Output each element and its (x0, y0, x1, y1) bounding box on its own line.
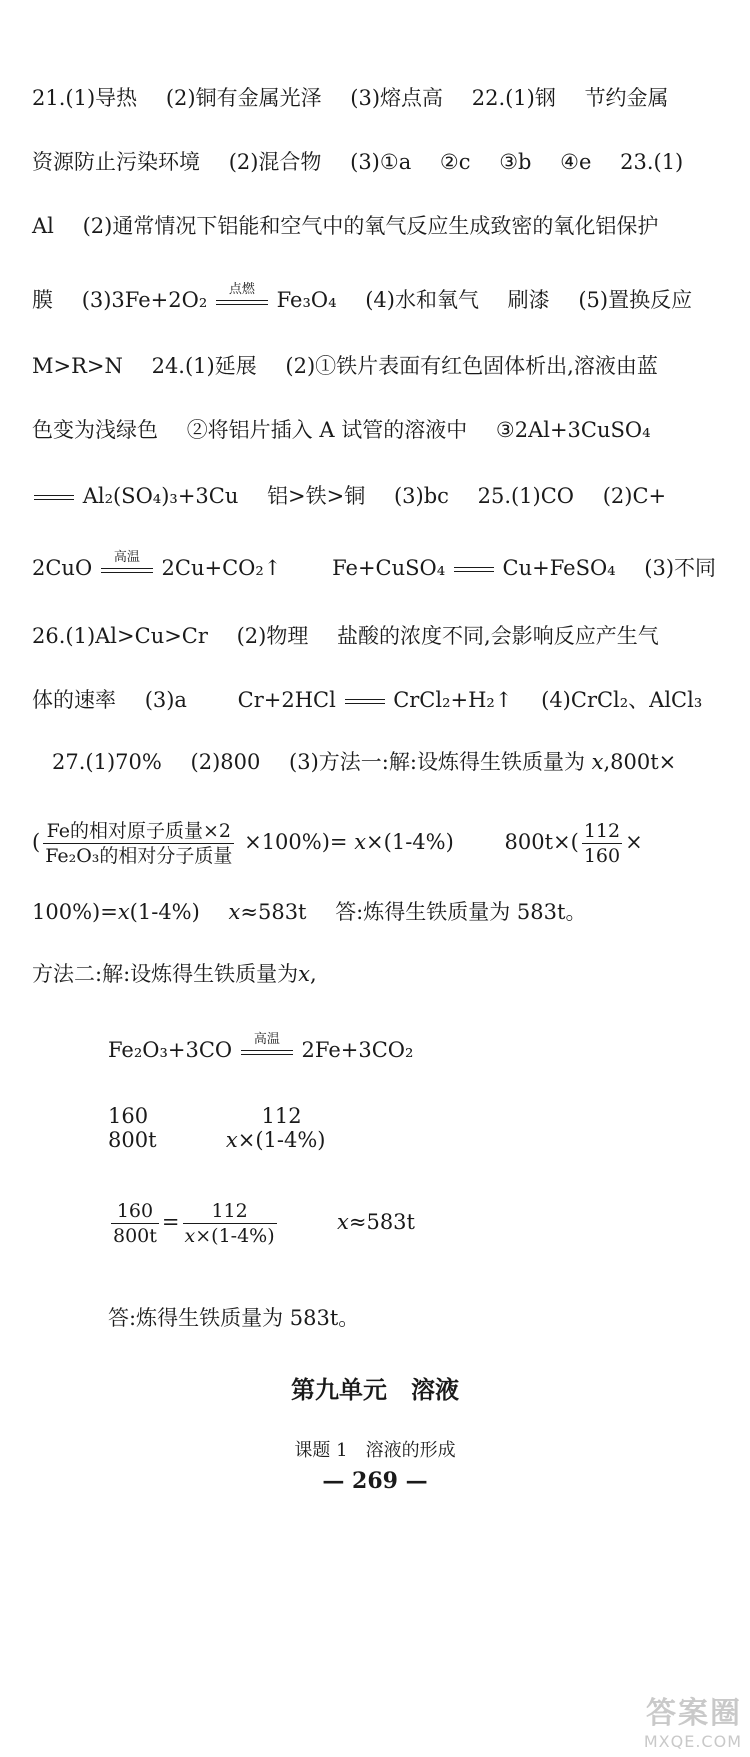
text: 25.(1)CO (477, 484, 575, 508)
text: 刷漆 (507, 288, 550, 312)
variable-x: x (228, 900, 241, 924)
text: (3)不同 (644, 556, 717, 580)
text: (2)通常情况下铝能和空气中的氧气反应生成致密的氧化铝保护 (82, 214, 659, 238)
reaction-condition-sign (241, 1031, 293, 1058)
text: Fe₃O₄ (276, 288, 337, 312)
answer-line-10 (32, 686, 730, 714)
text: 膜 (32, 288, 53, 312)
text: 800t (108, 1128, 157, 1152)
variable-x: x (354, 830, 367, 854)
text: Cr+2HCl (237, 688, 336, 712)
answer-line-11 (52, 748, 730, 776)
text: 21.(1)导热 (32, 86, 138, 110)
text: Fe+CuSO₄ (332, 556, 446, 580)
denominator: 160 (583, 845, 621, 867)
equals-sign (345, 697, 385, 707)
answer-line-6 (32, 416, 730, 444)
text: 2Fe+3CO₂ (301, 1038, 414, 1062)
equals-sign (454, 565, 494, 575)
denominator: 800t (113, 1225, 157, 1247)
numerator: Fe的相对原子质量×2 (43, 819, 234, 844)
text: (4)CrCl₂、AlCl₃ (541, 688, 703, 712)
answer-line-7 (32, 482, 730, 510)
text: 答:炼得生铁质量为 583t。 (335, 900, 587, 924)
answer-line-2 (32, 148, 730, 176)
text: 答:炼得生铁质量为 583t。 (108, 1306, 360, 1330)
text: 资源防止污染环境 (32, 150, 200, 174)
text: M>R>N (32, 354, 123, 378)
text: ×(1-4%) (237, 1128, 326, 1152)
text: (3)bc (393, 484, 449, 508)
denominator (183, 1224, 277, 1248)
variable-x: x (298, 962, 310, 986)
fraction-160-800t (111, 1199, 159, 1248)
text: Cu+FeSO₄ (502, 556, 616, 580)
text: (5)置换反应 (578, 288, 693, 312)
numerator: 112 (583, 820, 621, 842)
equation-fe2o3 (108, 1031, 730, 1064)
answer-line-14 (32, 960, 730, 988)
text: ④e (560, 150, 592, 174)
text: ≈583t (348, 1210, 415, 1234)
fraction-112-160 (582, 819, 622, 868)
answer-line-3 (32, 212, 730, 240)
paren: ( (32, 830, 41, 854)
text: 方法二:解:设炼得生铁质量为 (32, 962, 299, 986)
text: CrCl₂+H₂↑ (393, 688, 513, 712)
variable-x: x (184, 1225, 196, 1247)
text: ,800t× (603, 750, 677, 774)
reaction-condition-sign (216, 281, 268, 308)
text: Fe₂O₃+3CO (108, 1038, 233, 1062)
text: × (625, 830, 643, 854)
text: 800t×( (504, 830, 579, 854)
text: (3)a (144, 688, 187, 712)
variable-x: x (225, 1128, 238, 1152)
text: , (310, 962, 317, 986)
text: ②将铝片插入 A 试管的溶液中 (186, 418, 468, 442)
text: 节约金属 (584, 86, 669, 110)
answer-line-13 (32, 898, 730, 926)
text: = (161, 1210, 180, 1234)
text: (4)水和氧气 (365, 288, 479, 312)
answer-line-4 (32, 281, 730, 314)
text: Al₂(SO₄)₃+3Cu (82, 484, 239, 508)
fraction-112-x (183, 1199, 277, 1248)
text: ×(1-4%) (366, 830, 454, 854)
text: (2)混合物 (228, 150, 322, 174)
text: 22.(1)钢 (471, 86, 556, 110)
text: 2Cu+CO₂↑ (161, 556, 282, 580)
condition-label: 高温 (253, 1031, 280, 1047)
text: 色变为浅绿色 (32, 418, 158, 442)
text: 铝>铁>铜 (267, 484, 366, 508)
reaction-condition-sign (101, 549, 153, 576)
lesson-subheading: 课题 1 溶液的形成 (294, 1440, 456, 1461)
text: 100%)= (32, 900, 118, 924)
unit-heading: 第九单元 溶液 (291, 1376, 459, 1404)
text: ③2Al+3CuSO₄ (495, 418, 651, 442)
text: 2CuO (32, 556, 93, 580)
fraction-fe-ratio (43, 819, 234, 868)
text: (2)800 (190, 750, 261, 774)
answer-line-9 (32, 622, 730, 650)
text: 112 (261, 1104, 302, 1128)
text: 160 (108, 1104, 149, 1128)
answer-line-8 (32, 549, 730, 582)
text: ②c (439, 150, 471, 174)
numerator: 112 (183, 1199, 277, 1224)
variable-x: x (117, 900, 130, 924)
text: ③b (499, 150, 532, 174)
numerator: 160 (111, 1199, 159, 1224)
text: 24.(1)延展 (151, 354, 257, 378)
answer-line-5 (32, 352, 730, 380)
text: (3)熔点高 (350, 86, 444, 110)
text: Al (32, 214, 54, 238)
watermark-logo (644, 1688, 742, 1751)
text: 23.(1) (620, 150, 684, 174)
text: (1-4%) (129, 900, 200, 924)
variable-x: x (337, 1210, 349, 1234)
text: (2)物理 (236, 624, 309, 648)
text: (3)方法一:解:设炼得生铁质量为 (289, 750, 585, 774)
equals-sign (34, 493, 74, 503)
text: 26.(1)Al>Cu>Cr (32, 624, 208, 648)
text: (2)铜有金属光泽 (165, 86, 322, 110)
proportion-equation (108, 1192, 730, 1252)
text: ×100%)= (244, 830, 348, 854)
condition-label: 点燃 (228, 281, 255, 297)
watermark-url: MXQE.COM (643, 1732, 742, 1751)
text: (3)3Fe+2O₂ (81, 288, 208, 312)
text: (2)C+ (602, 484, 667, 508)
condition-label: 高温 (113, 549, 140, 565)
mass-ratio-bottom (108, 1126, 730, 1154)
text: 体的速率 (32, 688, 116, 712)
answer-line-12 (32, 812, 730, 872)
text: (2)①铁片表面有红色固体析出,溶液由蓝 (285, 354, 658, 378)
text: ×(1-4%) (195, 1225, 275, 1247)
watermark-text: 答案圈 (646, 1696, 742, 1731)
text: 27.(1)70% (52, 750, 162, 774)
text: ≈583t (240, 900, 307, 924)
text: 盐酸的浓度不同,会影响反应产生气 (337, 624, 659, 648)
answer-line-1 (32, 84, 730, 112)
text: (3)①a (350, 150, 412, 174)
answer-final (108, 1304, 730, 1332)
page-number: — 269 — (322, 1468, 428, 1494)
denominator: Fe₂O₃的相对分子质量 (45, 845, 233, 867)
variable-x: x (591, 750, 604, 774)
